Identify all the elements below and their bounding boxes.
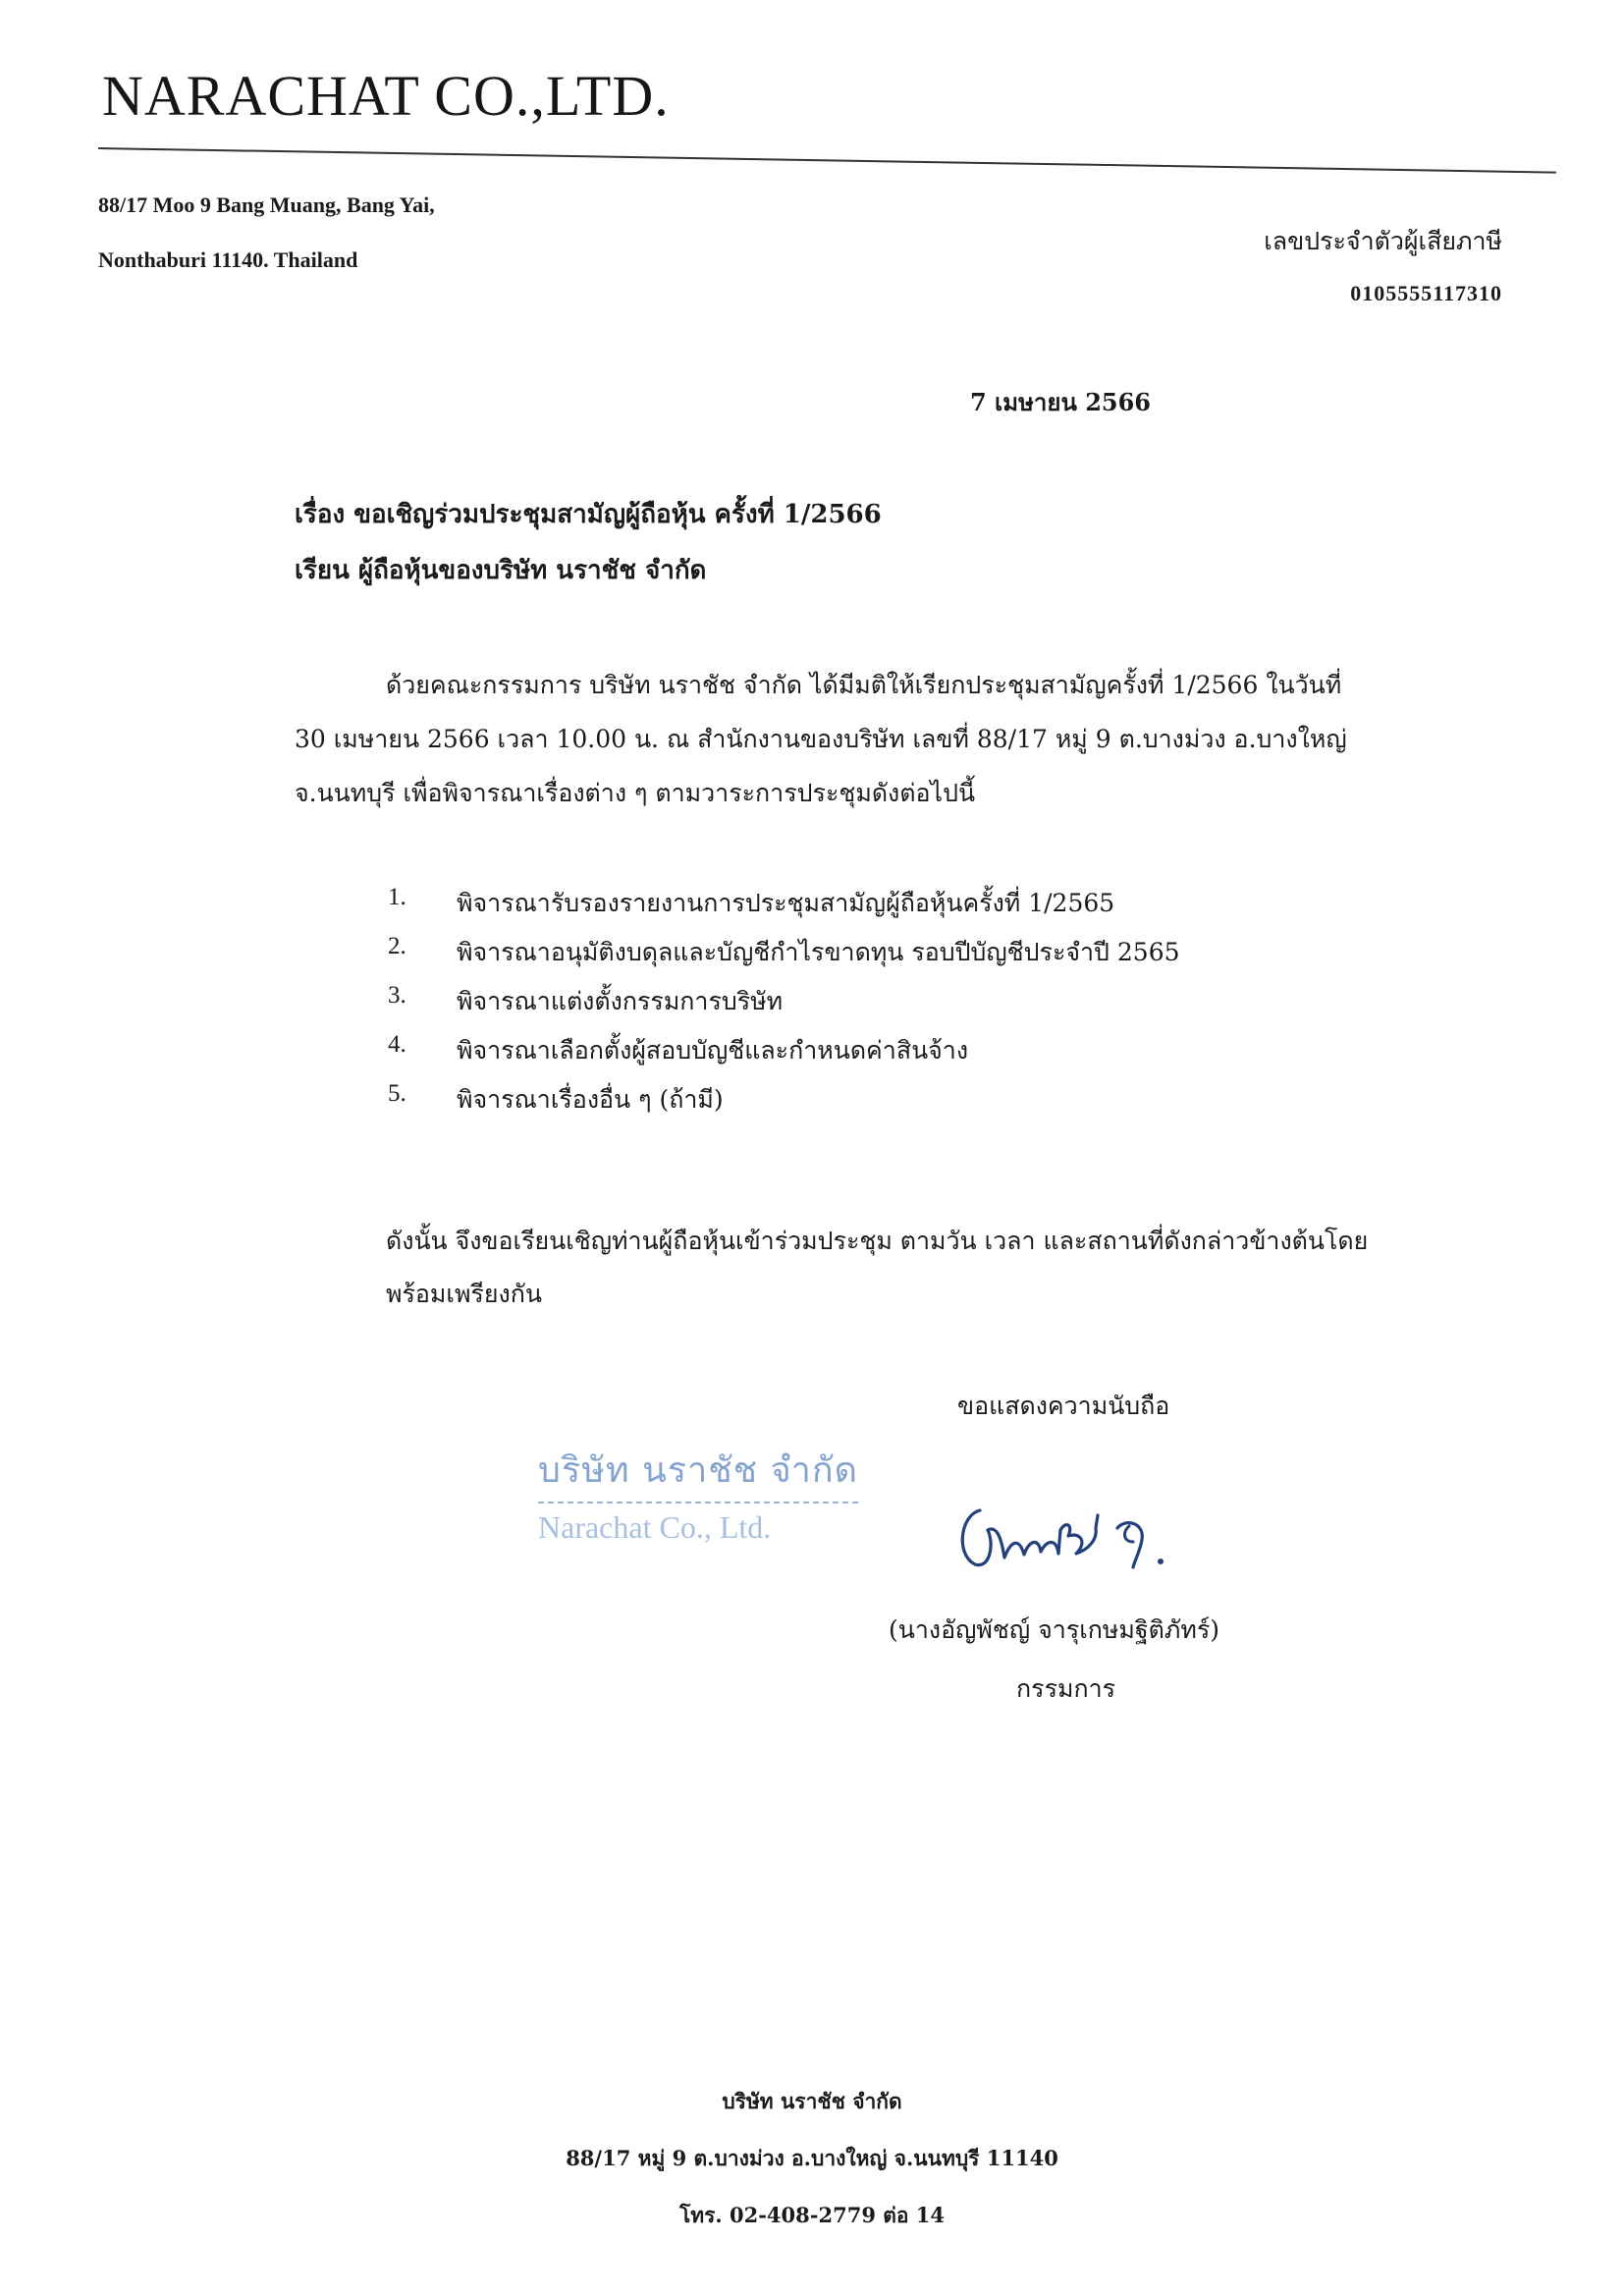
agenda-text: พิจารณาเลือกตั้งผู้สอบบัญชีและกำหนดค่าสินจ้าง — [457, 1036, 969, 1065]
signer-title: กรรมการ — [1016, 1674, 1116, 1703]
agenda-item — [388, 1080, 1180, 1129]
address-line-1: 88/17 Moo 9 Bang Muang, Bang Yai, — [98, 192, 435, 217]
signer-name: (นางอัญพัชญ์ จารุเกษมฐิติภัทร์) — [889, 1615, 1220, 1644]
agenda-number: 2. — [388, 933, 406, 959]
footer-address: 88/17 หมู่ 9 ต.บางม่วง อ.บางใหญ่ จ.นนทบุรี 11140 — [566, 2146, 1058, 2170]
intro-line: ด้วยคณะกรรมการ บริษัท นราชัช จำกัด ได้มีมติให้เรียกประชุมสามัญครั้งที่ 1/2566 ในวันที่ — [386, 671, 1342, 699]
header-divider — [98, 147, 1556, 174]
letter-date: 7 เมษายน 2566 — [970, 388, 1151, 416]
stamp-english-name: Narachat Co., Ltd. — [538, 1509, 772, 1545]
footer-company-name: บริษัท นราชัช จำกัด — [722, 2089, 902, 2113]
company-stamp — [538, 1442, 858, 1546]
letter-subject: เรื่อง ขอเชิญร่วมประชุมสามัญผู้ถือหุ้น ครั้งที่ 1/2566 — [295, 500, 882, 529]
agenda-text: พิจารณาเรื่องอื่น ๆ (ถ้ามี) — [457, 1085, 724, 1114]
agenda-list — [388, 884, 1180, 1129]
tax-id-label: เลขประจำตัวผู้เสียภาษี — [1264, 227, 1502, 255]
closing-text: ขอแสดงความนับถือ — [957, 1392, 1170, 1420]
footer-phone: โทร. 02-408-2779 ต่อ 14 — [678, 2203, 946, 2227]
agenda-text: พิจารณาอนุมัติงบดุลและบัญชีกำไรขาดทุน รอบปีบัญชีประจำปี 2565 — [457, 938, 1180, 966]
handwritten-signature — [950, 1471, 1196, 1589]
agenda-number: 1. — [388, 884, 406, 910]
agenda-text: พิจารณาแต่งตั้งกรรมการบริษัท — [457, 987, 784, 1015]
agenda-item — [388, 1031, 1180, 1080]
agenda-item — [388, 982, 1180, 1031]
conclusion-line: พร้อมเพรียงกัน — [386, 1280, 542, 1308]
agenda-number: 5. — [388, 1080, 406, 1107]
company-name: NARACHAT CO.,LTD. — [102, 64, 670, 128]
conclusion-line: ดังนั้น จึงขอเรียนเชิญท่านผู้ถือหุ้นเข้าร่วมประชุม ตามวัน เวลา และสถานที่ดังกล่าวข้างต้นโดย — [386, 1227, 1369, 1255]
agenda-text: พิจารณารับรองรายงานการประชุมสามัญผู้ถือหุ้นครั้งที่ 1/2565 — [457, 889, 1115, 917]
agenda-item — [388, 933, 1180, 982]
agenda-number: 4. — [388, 1031, 406, 1058]
intro-line: จ.นนทบุรี เพื่อพิจารณาเรื่องต่าง ๆ ตามวาระการประชุมดังต่อไปนี้ — [295, 779, 976, 807]
intro-line: 30 เมษายน 2566 เวลา 10.00 น. ณ สำนักงานของบริษัท เลขที่ 88/17 หมู่ 9 ต.บางม่วง อ.บางใหญ่ — [295, 725, 1347, 753]
agenda-item — [388, 884, 1180, 933]
tax-id-number: 0105555117310 — [1350, 281, 1502, 305]
agenda-number: 3. — [388, 982, 406, 1009]
address-line-2: Nonthaburi 11140. Thailand — [98, 247, 358, 272]
stamp-thai-name: บริษัท นราชัช จำกัด — [538, 1442, 858, 1503]
letter-salutation: เรียน ผู้ถือหุ้นของบริษัท นราชัช จำกัด — [295, 556, 707, 585]
